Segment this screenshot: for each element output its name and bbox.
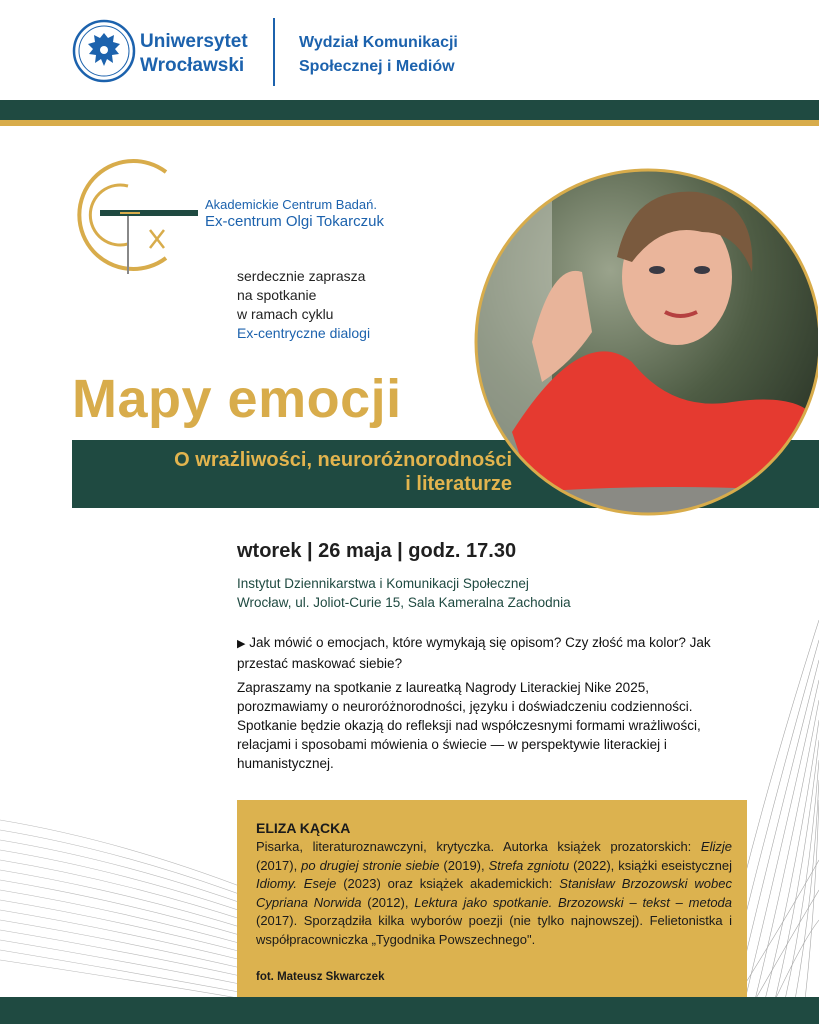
cycle-name: Ex-centryczne dialogi bbox=[237, 325, 371, 341]
speaker-bio: Pisarka, literaturoznawczyni, krytyczka. Autorka książek prozatorskich: Elizje (2017), po drugiej stronie siebie (2019), Strefa zgniotu (2022), książki eseistycznej Idiomy. Eseje (2023) oraz książek akademickich: Stanisław Brzozowski wobec Cypriana Norwida (2012), Lektura jako spotkanie. Brzozowski – tekst – metoda (2017). Sporządziła kilka wyborów poezji (nie tylko najnowszej). Felietonistka i współpracowniczka „Tygodnika Powszechnego". bbox=[256, 839, 733, 947]
event-venue: Instytut Dziennikarstwa i Komunikacji Społecznej Wrocław, ul. Joliot-Curie 15, Sala Kameralna Zachodnia bbox=[237, 576, 571, 610]
event-description: Zapraszamy na spotkanie z laureatką Nagrody Literackiej Nike 2025, porozmawiamy o neuroróżnorodności, języku i doświadczeniu codzienności. Spotkanie będzie okazją do refleksji nad współczesnymi formami wrażliwości, relacjami i sposobami mówienia o świecie — w perspektywie literackiej i humanistycznej. bbox=[237, 680, 701, 771]
footer-band bbox=[0, 997, 819, 1024]
decorative-wave-lines bbox=[0, 800, 250, 1000]
header-gold-stripe bbox=[0, 120, 819, 126]
lead-question: ▶ Jak mówić o emocjach, które wymykają się opisom? Czy złość ma kolor? Jak przestać maskować siebie? bbox=[237, 635, 711, 671]
invitation-text: serdecznie zaprasza na spotkanie w ramach cyklu Ex-centryczne dialogi bbox=[237, 268, 371, 341]
event-title: Mapy emocji bbox=[72, 369, 402, 429]
event-subtitle: O wrażliwości, neuroróżnorodności i literaturze bbox=[174, 449, 512, 495]
university-crest-icon bbox=[72, 19, 136, 83]
centre-name: Akademickie Centrum Badań. Ex-centrum Olgi Tokarczuk bbox=[205, 197, 384, 230]
speaker-name: ELIZA KĄCKA bbox=[256, 820, 351, 836]
ex-centrum-logo-icon bbox=[70, 158, 202, 278]
header-divider bbox=[273, 18, 275, 86]
speaker-portrait-photo bbox=[472, 162, 818, 524]
photo-credit: fot. Mateusz Skwarczek bbox=[256, 971, 385, 983]
arrow-right-icon: ▶ bbox=[237, 638, 246, 650]
university-name: Uniwersytet Wrocławski bbox=[140, 31, 248, 76]
header-band bbox=[0, 100, 819, 120]
event-date: wtorek | 26 maja | godz. 17.30 bbox=[237, 540, 517, 562]
faculty-name: Wydział Komunikacji Społecznej i Mediów bbox=[299, 34, 458, 75]
